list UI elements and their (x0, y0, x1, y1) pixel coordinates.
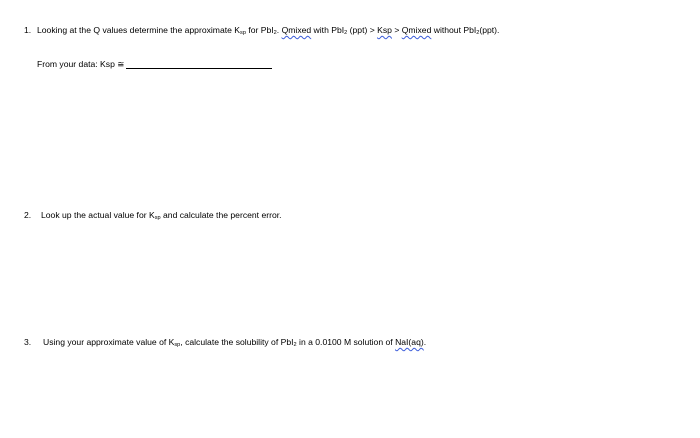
ksp-answer-label: From your data: Ksp ≅ (37, 59, 125, 69)
question-3-text-c: in a 0.0100 M solution of (296, 337, 396, 347)
question-1-text-a: Looking at the Q values determine the approximate K (37, 25, 241, 35)
pbi2-subscript: 2 (476, 30, 480, 36)
pbi2-subscript: 2 (273, 30, 277, 36)
ksp-answer-blank[interactable] (126, 59, 272, 69)
question-2-text-b: and calculate the percent error. (160, 210, 282, 220)
nai-term: NaI(aq) (395, 337, 424, 347)
question-1-text-h: (ppt). (479, 25, 500, 35)
question-1-text-f: > (391, 25, 402, 35)
question-1 (24, 24, 499, 39)
ksp-term: Ksp (377, 25, 392, 35)
question-1-text-d: with PbI (311, 25, 345, 35)
pbi2-subscript: 2 (293, 342, 297, 348)
ksp-subscript: sp (240, 30, 246, 36)
question-3-text-b: , calculate the solubility of PbI (180, 337, 294, 347)
question-3 (24, 336, 426, 351)
question-1-text-g: without PbI (431, 25, 477, 35)
question-2 (24, 209, 282, 224)
q-mixed-term: Qmixed (281, 25, 312, 35)
ksp-subscript: sp (174, 342, 181, 348)
question-3-text-a: Using your approximate value of K (43, 337, 175, 347)
question-1-text-c: . (276, 25, 282, 35)
question-3-text-d: . (423, 337, 427, 347)
question-3-number: 3. (24, 337, 32, 347)
question-2-number: 2. (24, 210, 32, 220)
question-2-text-a: Look up the actual value for K (41, 210, 155, 220)
ksp-subscript: sp (154, 215, 161, 221)
question-1-text-b: for PbI (245, 25, 274, 35)
question-1-number: 1. (24, 25, 32, 35)
pbi2-subscript: 2 (344, 30, 348, 36)
ksp-answer-line (37, 58, 272, 70)
q-mixed-term: Qmixed (401, 25, 432, 35)
question-1-text-e: (ppt) > (347, 25, 378, 35)
